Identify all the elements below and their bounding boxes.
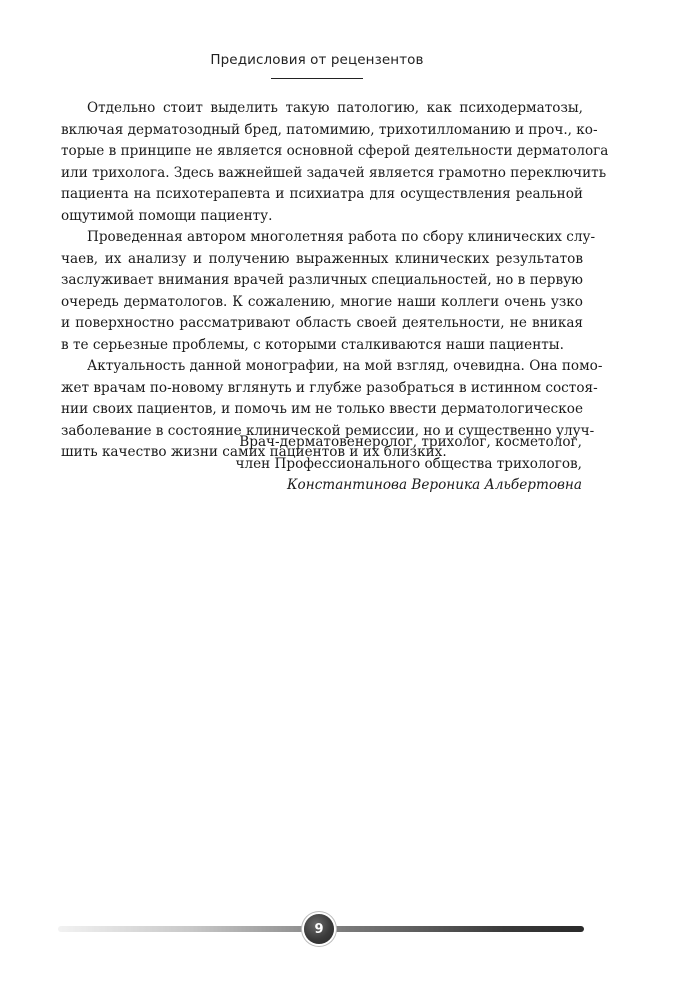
- text-line: пациента на психотерапевта и психиатра для осуществления реальной: [61, 186, 583, 202]
- signature-position: Врач-дерматовенеролог, трихолог, косметолог,: [239, 434, 582, 450]
- text-line: жет врачам по-новому вглянуть и глубже разобраться в истинном состоя-: [61, 379, 598, 396]
- text-line: торые в принципе не является основной сферой деятельности дерматолога: [61, 143, 609, 159]
- text-line: очередь дерматологов. К сожалению, многие наши коллеги очень узко: [61, 293, 583, 310]
- main-text: [61, 98, 609, 464]
- text-line: нии своих пациентов, и помочь им не только ввести дерматологическое: [61, 401, 584, 417]
- text-line: Отдельно стоит выделить такую патологию, как психодерматозы,: [87, 100, 583, 116]
- signature-block: [200, 432, 582, 497]
- text-line: включая дерматозодный бред, патомимию, трихотилломанию и проч., ко-: [61, 121, 598, 138]
- text-line: заболевание в состояние клинической ремиссии, но и существенно улуч-: [61, 422, 595, 439]
- text-line: заслуживает внимания врачей различных специальностей, но в первую: [61, 272, 583, 288]
- text-line: Проведенная автором многолетняя работа по сбору клинических слу-: [87, 229, 596, 245]
- header-rule: [271, 78, 363, 79]
- text-line: шить качество жизни самих пациентов и их близких.: [61, 444, 447, 460]
- text-line: ощутимой помощи пациенту.: [61, 207, 273, 224]
- text-line: и поверхностно рассматривают область своей деятельности, не вникая: [61, 315, 583, 331]
- paragraph: [61, 98, 609, 227]
- paragraph: [61, 227, 596, 356]
- running-head-title: Предисловия от рецензентов: [210, 52, 424, 68]
- text-line: Актуальность данной монографии, на мой взгляд, очевидна. Она помо-: [87, 358, 603, 374]
- signature-membership: член Профессионального общества трихологов,: [235, 455, 582, 472]
- text-line: чаев, их анализу и получению выраженных клинических результатов: [61, 250, 583, 267]
- page-number: 9: [314, 921, 324, 937]
- text-line: в те серьезные проблемы, с которыми сталкиваются наши пациенты.: [61, 336, 564, 353]
- text-line: или трихолога. Здесь важнейшей задачей является грамотно переключить: [61, 164, 607, 181]
- page-number-badge: [304, 914, 334, 944]
- signature-name: Константинова Вероника Альбертовна: [287, 477, 582, 493]
